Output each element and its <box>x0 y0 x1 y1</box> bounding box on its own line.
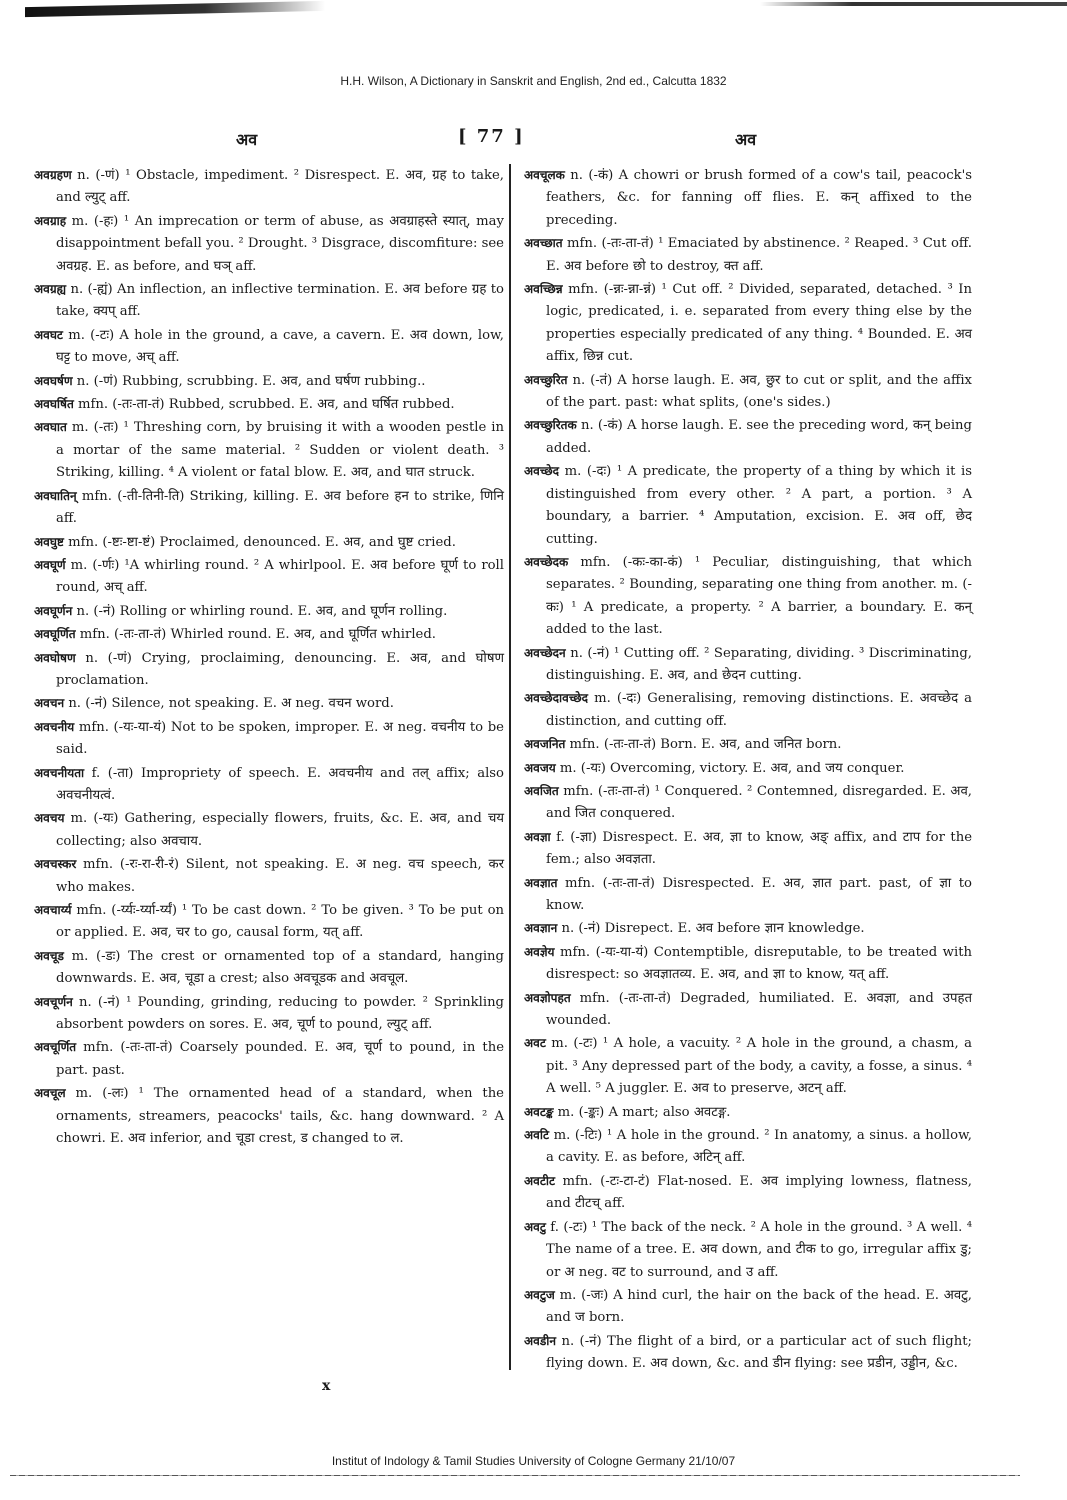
entry-headword: अवग्रह्य <box>34 282 67 297</box>
scan-edge-bottom <box>10 1475 1020 1476</box>
entry-definition: mfn. (-तः-ता-तं) Whirled round. E. अव, and घूर्णित whirled. <box>75 627 436 643</box>
dictionary-entry <box>524 414 972 460</box>
entry-definition: m. (-दः) Generalising, removing distinctions. E. अवच्छेद a distinction, and cutting off. <box>546 691 972 729</box>
dictionary-entry <box>34 899 504 945</box>
entry-headword: अवचूर्णित <box>34 1040 77 1055</box>
entry-definition: n. (-कं) A horse laugh. E. see the preceding word, कन् being added. <box>546 418 972 456</box>
footer: Institut of Indology & Tamil Studies University of Cologne Germany 21/10/07 <box>331 1454 736 1468</box>
entry-headword: अवचूल <box>34 1086 66 1101</box>
entry-definition: mfn. (-यः-या-यं) Not to be spoken, improper. E. अ neg. वचनीय to be said. <box>56 719 504 758</box>
entry-definition: mfn. (-ती-तिनी-ति) Striking, killing. E. अव before हन to strike, णिनि aff. <box>56 488 504 527</box>
entry-headword: अवटङ्क <box>524 1104 554 1119</box>
entry-definition: n. (-नं) ¹ Cutting off. ² Separating, dividing. ³ Discriminating, distinguishing. E. अव, and छेदन cutting. <box>546 645 972 683</box>
entry-definition: mfn. (-यः-या-यं) Contemptible, disreputable, to be treated with disrespect: so अवज्ञातव्य. E. अव, and ज्ञा to know, यत् aff. <box>546 944 972 983</box>
entry-definition: m. (-डः) The crest or ornamented top of a standard, hanging downwards. E. अव, चूडा a crest; also अवचूडक and अवचूल. <box>56 948 504 987</box>
dictionary-entry <box>524 1284 972 1330</box>
entry-headword: अवजित <box>524 783 559 798</box>
entry-headword: अवग्राह <box>34 213 67 228</box>
dictionary-entry <box>34 762 504 808</box>
entry-headword: अवजय <box>524 760 556 775</box>
dictionary-entry <box>524 757 972 780</box>
entry-definition: n. (-ह्यं) An inflection, an inflective termination. E. अव before ग्रह to take, क्यप् aff. <box>56 282 504 320</box>
entry-definition: n. (-कं) A chowri or brush formed of a cow's tail, peacock's feathers, &c. for fanning off flies. E. कन् affixed to the preceding. <box>546 168 972 228</box>
dictionary-entry <box>34 1082 504 1150</box>
entry-definition: mfn. (-तः-ता-तं) ¹ Emaciated by abstinence. ² Reaped. ³ Cut off. E. अव before छो to destroy, क्त aff. <box>546 236 972 274</box>
entry-headword: अवचूड <box>34 948 64 963</box>
dictionary-entry <box>524 1124 972 1170</box>
dictionary-entry <box>34 164 504 210</box>
entry-definition: n. (-णं) Rubbing, scrubbing. E. अव, and घर्षण rubbing.. <box>72 373 426 389</box>
entry-definition: m. (-र्णः) ¹A whirling round. ² A whirlpool. E. अव before घूर्ण to roll round, अच् aff. <box>56 557 504 596</box>
entry-headword: अवघूर्णित <box>34 627 76 642</box>
dictionary-entry <box>34 531 504 554</box>
dictionary-entry <box>34 853 504 899</box>
entry-definition: m. (-जः) A hind curl, the hair on the back of the head. E. अवटु, and ज born. <box>546 1287 972 1326</box>
entry-definition: m. (-टिः) ¹ A hole in the ground. ² In anatomy, a sinus. a hollow, a cavity. E. as before, अटिन् aff. <box>546 1128 972 1166</box>
entry-headword: अवघूर्ण <box>34 557 66 572</box>
entry-definition: mfn. (-तः-ता-तं) Degraded, humiliated. E. अवज्ञा, and उपहत wounded. <box>546 990 972 1029</box>
entry-headword: अवघर्षित <box>34 397 74 412</box>
dictionary-entry <box>34 393 504 416</box>
dictionary-entry <box>524 872 972 918</box>
entry-definition: f. (-ज्ञा) Disrespect. E. अव, ज्ञा to know, अङ् affix, and टाप for the fem.; also अवज्ञता. <box>546 829 972 868</box>
left-column <box>34 164 504 1150</box>
dictionary-entry <box>524 941 972 987</box>
dictionary-entry <box>524 1216 972 1284</box>
dictionary-entry <box>34 716 504 762</box>
entry-headword: अवट <box>524 1036 546 1051</box>
dictionary-entry <box>34 692 504 715</box>
page-number: [ 77 ] <box>458 126 525 147</box>
dictionary-entry <box>34 324 504 370</box>
entry-definition: mfn. (-टः-टा-टं) Flat-nosed. E. अव implying lowness, flatness, and टीटच् aff. <box>546 1173 972 1212</box>
entry-headword: अवच्छात <box>524 236 563 251</box>
entry-headword: अवघुष्ट <box>34 534 64 549</box>
entry-definition: mfn. (-तः-ता-तं) Disrespected. E. अव, ज्ञात part. past, of ज्ञा to know. <box>546 875 972 913</box>
entry-headword: अवघर्षण <box>34 373 73 388</box>
dictionary-entry <box>524 733 972 756</box>
entry-headword: अवच्छेदक <box>524 554 569 569</box>
dictionary-entry <box>34 807 504 853</box>
dictionary-entry <box>34 370 504 393</box>
dictionary-entry <box>524 826 972 872</box>
dictionary-entry <box>34 210 504 278</box>
entry-definition: mfn. (-न्नः-न्ना-न्नं) ¹ Cut off. ² Divided, separated, detached. ³ In logic, predicated, i. e. separated from every thing else by the properties especially predicated of any thing. ⁴ Bounded. E. अव affix, छिन्न cut. <box>546 282 972 365</box>
entry-definition: mfn. (-तः-ता-तं) Rubbed, scrubbed. E. अव, and घर्षित rubbed. <box>73 397 455 413</box>
entry-headword: अवच्छुरितक <box>524 418 577 433</box>
page-header <box>0 128 1067 152</box>
dictionary-entry <box>524 987 972 1033</box>
entry-headword: अवचय <box>34 811 65 826</box>
entry-definition: n. (-नं) Disrepect. E. अव before ज्ञान knowledge. <box>557 921 865 937</box>
entry-headword: अवग्रहण <box>34 168 72 182</box>
guide-word-right: अव <box>735 130 757 149</box>
dictionary-entry <box>524 278 972 369</box>
right-column <box>524 164 972 1376</box>
dictionary-entry <box>34 647 504 693</box>
dictionary-entry <box>524 917 972 940</box>
entry-headword: अवज्ञान <box>524 921 558 936</box>
entry-definition: mfn. (-कः-का-कं) ¹ Peculiar, distinguishing, that which separates. ² Bounding, separating one thing from another. m. (-कः) ¹ A predicate, a property. ² A barrier, a boundary. E. कन् added to the last. <box>546 554 972 638</box>
entry-headword: अवचनीय <box>34 719 75 734</box>
signature-mark: x <box>322 1378 331 1394</box>
entry-definition: f. (-ता) Impropriety of speech. E. अवचनीय and तल् affix; also अवचनीयत्वं. <box>56 765 504 803</box>
dictionary-entry <box>34 554 504 600</box>
dictionary-entry <box>524 642 972 688</box>
entry-headword: अवज्ञेय <box>524 944 555 959</box>
dictionary-entry <box>524 1032 972 1100</box>
entry-headword: अवच्छेदावच्छेद <box>524 691 589 706</box>
dictionary-entry <box>524 1170 972 1216</box>
dictionary-entry <box>524 369 972 415</box>
dictionary-entry <box>34 278 504 324</box>
entry-headword: अवघात <box>34 420 67 435</box>
entry-headword: अवचस्कर <box>34 857 77 872</box>
entry-definition: mfn. (-तः-ता-तं) Coarsely pounded. E. अव, चूर्ण to pound, in the part. past. <box>56 1040 504 1078</box>
entry-headword: अवघूर्णन <box>34 603 73 618</box>
entry-headword: अवज्ञा <box>524 829 551 844</box>
dictionary-entry <box>34 416 504 484</box>
entry-headword: अवटीट <box>524 1173 556 1188</box>
scan-edge-top-left <box>25 1 325 17</box>
entry-definition: n. (-णं) Crying, proclaiming, denouncing. E. अव, and घोषण proclamation. <box>56 650 504 688</box>
guide-word-left: अव <box>236 130 258 149</box>
scan-edge-top-right <box>760 2 1067 6</box>
dictionary-entry <box>524 551 972 642</box>
entry-definition: m. (-यः) Overcoming, victory. E. अव, and जय conquer. <box>555 760 905 776</box>
entry-headword: अवटि <box>524 1128 549 1143</box>
entry-definition: m. (-दः) ¹ A predicate, the property of a thing by which it is distinguished from every other. ² A part, a portion. ³ A boundary, a barrier. ⁴ Amputation, excision. E. अव off, छेद cutting. <box>546 464 972 547</box>
entry-headword: अवडीन <box>524 1333 557 1348</box>
entry-definition: mfn. (-तः-ता-तं) ¹ Conquered. ² Contemned, disregarded. E. अव, and जित conquered. <box>546 783 972 822</box>
entry-definition: n. (-तं) A horse laugh. E. अव, छुर to cut or split, and the affix of the part. past: what splits, (one's sides.) <box>546 372 972 411</box>
entry-definition: f. (-टः) ¹ The back of the neck. ² A hole in the ground. ³ A well. ⁴ The name of a tree. E. अव down, and टीक to go, irregular affix डु; or अ neg. वट to surround, and उ aff. <box>545 1219 972 1280</box>
dictionary-entry <box>34 991 504 1037</box>
dictionary-entry <box>34 623 504 646</box>
entry-definition: m. (-टः) A hole in the ground, a cave, a cavern. E. अव down, low, घट्ट to move, अच् aff. <box>56 327 504 366</box>
entry-headword: अवच्छुरित <box>524 372 568 387</box>
entry-headword: अवघोषण <box>34 650 76 665</box>
entry-definition: mfn. (-तः-ता-तं) Born. E. अव, and जनित born. <box>565 737 842 753</box>
entry-definition: mfn. (-रः-रा-री-रं) Silent, not speaking. E. अ neg. वच speech, कर who makes. <box>56 857 504 895</box>
entry-headword: अवज्ञोपहत <box>524 990 571 1005</box>
entry-definition: m. (-ङ्कः) A mart; also अवटङ्ग. <box>553 1104 731 1120</box>
entry-definition: n. (-नं) The flight of a bird, or a particular act of such flight; flying down. E. अव down, &c. and डीन flying: see प्रडीन, उड्डीन, &c. <box>546 1333 972 1372</box>
dictionary-entry <box>34 600 504 623</box>
dictionary-entry <box>524 164 972 232</box>
entry-definition: m. (-हः) ¹ An imprecation or term of abuse, as अवग्राहस्ते स्यात्, may disappointment befall you. ² Drought. ³ Disgrace, discomfiture: see अवग्रह. E. as before, and घञ् aff. <box>56 213 504 274</box>
entry-headword: अवचन <box>34 696 65 711</box>
entry-definition: mfn. (-ष्टः-ष्टा-ष्टं) Proclaimed, denounced. E. अव, and घुष्ट cried. <box>63 534 456 550</box>
entry-definition: mfn. (-र्य्यः-र्य्या-र्य्यं) ¹ To be cast down. ² To be given. ³ To be put on or applied. E. अव, चर to go, causal form, यत् aff. <box>56 903 504 941</box>
entry-definition: n. (-नं) Silence, not speaking. E. अ neg. वचन word. <box>64 696 394 712</box>
entry-headword: अवघट <box>34 327 63 342</box>
running-title: H.H. Wilson, A Dictionary in Sanskrit and English, 2nd ed., Calcutta 1832 <box>340 74 727 88</box>
entry-headword: अवटु <box>524 1219 546 1234</box>
dictionary-entry <box>34 485 504 531</box>
dictionary-entry <box>524 780 972 826</box>
entry-headword: अवच्छेद <box>524 464 560 479</box>
entry-headword: अवघातिन् <box>34 488 77 503</box>
entry-headword: अवचूलक <box>524 168 565 182</box>
dictionary-entry <box>524 232 972 278</box>
entry-definition: m. (-टः) ¹ A hole, a vacuity. ² A hole in the ground, a chasm, a pit. ³ Any depressed part of the body, a cavity, a fosse, a sinus. ⁴ A well. ⁵ A juggler. E. अव to preserve, अटन् aff. <box>545 1036 972 1097</box>
entry-definition: n. (-णं) ¹ Obstacle, impediment. ² Disrespect. E. अव, ग्रह to take, and ल्युट् aff. <box>56 168 504 206</box>
entry-definition: m. (-लः) ¹ The ornamented head of a standard, when the ornaments, streamers, peacocks' tails, &c. hang downward. ² A chowri. E. अव inferior, and चूडा crest, ड changed to ल. <box>56 1086 504 1147</box>
entry-headword: अवटुज <box>524 1287 555 1302</box>
entry-definition: m. (-यः) Gathering, especially flowers, fruits, &c. E. अव, and चय collecting; also अवचाय. <box>56 811 504 849</box>
entry-definition: m. (-तः) ¹ Threshing corn, by bruising it with a wooden pestle in a mortar of the same material. ² Sudden or violent death. ³ Striking, killing. ⁴ A violent or fatal blow. E. अव, and घात struck. <box>56 420 504 481</box>
dictionary-entry <box>524 687 972 733</box>
entry-headword: अवचार्य्य <box>34 903 72 917</box>
dictionary-entry <box>34 1036 504 1082</box>
dictionary-entry <box>34 945 504 991</box>
entry-definition: n. (-नं) ¹ Pounding, grinding, reducing to powder. ² Sprinkling absorbent powders on sores. E. अव, चूर्ण to pound, ल्युट् aff. <box>56 994 504 1033</box>
entry-headword: अवच्छेदन <box>524 645 566 660</box>
entry-headword: अवजनित <box>524 737 566 752</box>
dictionary-entry <box>524 460 972 551</box>
dictionary-entry <box>524 1101 972 1124</box>
entry-headword: अवज्ञात <box>524 875 558 890</box>
entry-definition: n. (-नं) Rolling or whirling round. E. अव, and घूर्णन rolling. <box>72 603 448 619</box>
entry-headword: अवचनीयता <box>34 765 85 780</box>
dictionary-entry <box>524 1330 972 1376</box>
entry-headword: अवचूर्णन <box>34 994 73 1009</box>
entry-headword: अवच्छिन्न <box>524 282 563 297</box>
column-divider <box>509 164 511 1370</box>
